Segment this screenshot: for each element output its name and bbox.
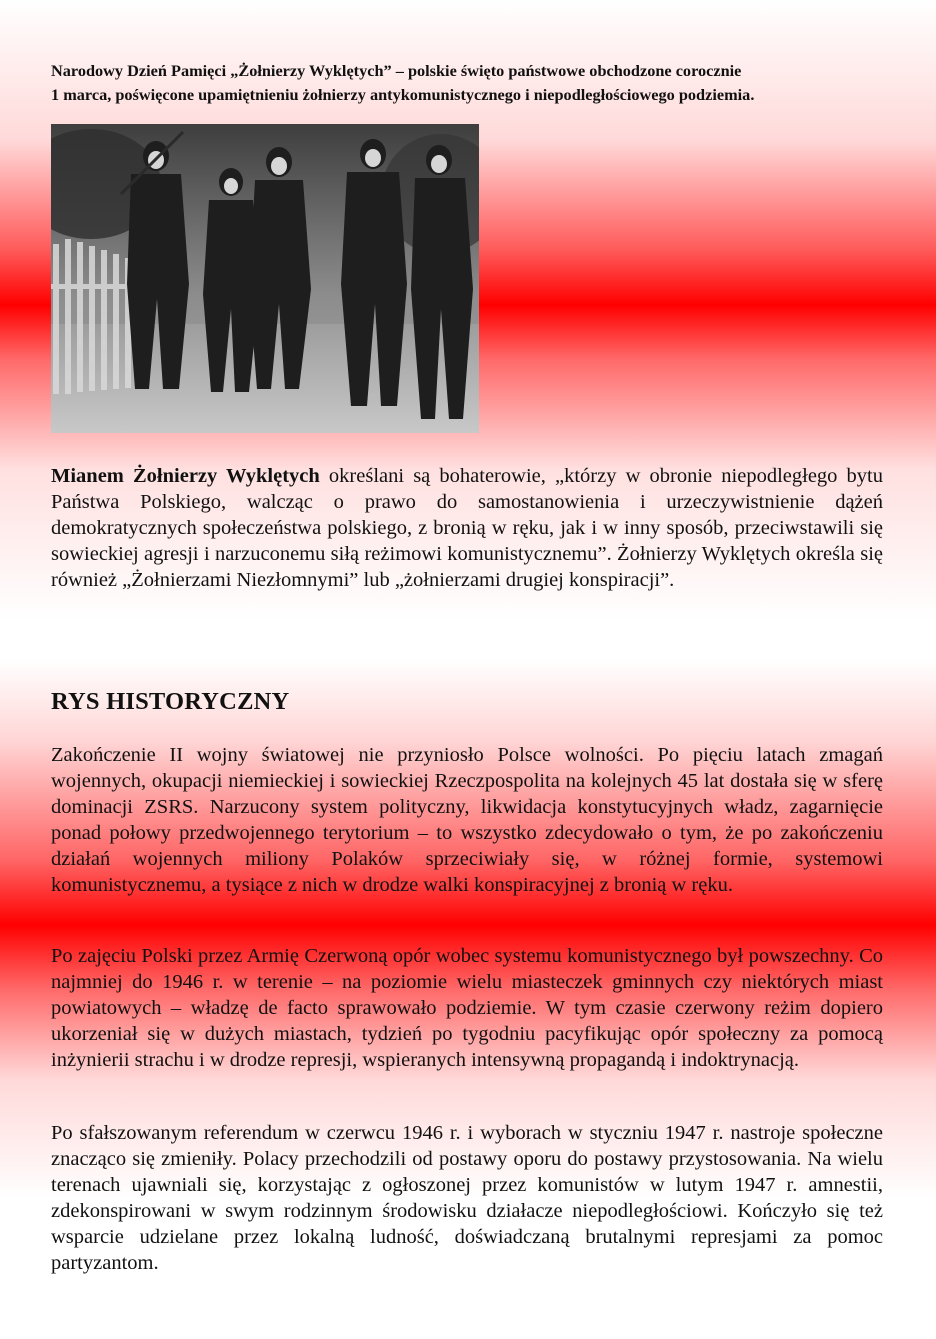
section-heading: RYS HISTORYCZNY [51,688,290,715]
history-paragraph-2: Po zajęciu Polski przez Armię Czerwoną opór wobec systemu komunistycznego był powszechny. Co najmniej do 1946 r. w terenie – na poziomie wielu miasteczek gminnych czy niektórych miast powiatowych – władzę de facto sprawowało podziemie. W tym czasie czerwony reżim dopiero ukorzeniał się w dużych miastach, tydzień po tygodniu pacyfikując opór społeczny za pomocą inżynierii strachu i w drodze represji, wspieranych intensywną propagandą i indoktrynacją. [51,945,883,1071]
history-paragraph-1: Zakończenie II wojny światowej nie przyniosło Polsce wolności. Po pięciu latach zmagań wojennych, okupacji niemieckiej i sowieckiej Rzeczpospolita na kolejnych 45 lat dostała się w sferę dominacji ZSRS. Narzucony system polityczny, likwidacja konstytucyjnych władz, zagarnięcie ponad połowy przedwojennego terytorium – to wszystko zdecydowało o tym, że po zakończeniu działań wojennych miliony Polaków sprzeciwiały się, w różnej formie, systemowi komunistycznemu, a tysiące z nich w drodze walki konspiracyjnej z bronią w ręku. [51,744,883,896]
intro-paragraph-text: określani są bohaterowie, „którzy w obronie niepodległego bytu Państwa Polskiego, walcząc o prawo do samostanowienia i urzeczywistnienie dążeń demokratycznych społeczeństwa polskiego, z bronią w ręku, jak i w inny sposób, przeciwstawili się sowieckiej agresji i narzuconemu siłą reżimowi komunistycznemu”. Żołnierzy Wyklętych określa się również „Żołnierzami Niezłomnymi” lub „żołnierzami drugiej konspiracji”. [51,465,883,591]
intro-paragraph-lead: Mianem Żołnierzy Wyklętych [51,465,320,487]
intro-line-2: 1 marca, poświęcone upamiętnieniu żołnierzy antykomunistycznego i niepodległościowego podziemia. [51,85,755,104]
intro-line-1: Narodowy Dzień Pamięci „Żołnierzy Wyklętych” – polskie święto państwowe obchodzone corocznie [51,61,742,80]
soldiers-photo [51,124,479,433]
intro-paragraph [51,463,883,593]
history-paragraph-3: Po sfałszowanym referendum w czerwcu 1946 r. i wyborach w styczniu 1947 r. nastroje społeczne znacząco się zmieniły. Polacy przechodzili od postawy oporu do postawy przystosowania. Na wielu terenach ujawniali się, korzystając z ogłoszonej przez komunistów w lutym 1947 r. amnestii, zdekonspirowani w swym rodzinnym środowisku działacze niepodległościowi. Kończyło się też wsparcie udzielane przez lokalną ludność, doświadczaną brutalnymi represjami za pomoc partyzantom. [51,1122,883,1274]
intro-text [51,59,883,107]
